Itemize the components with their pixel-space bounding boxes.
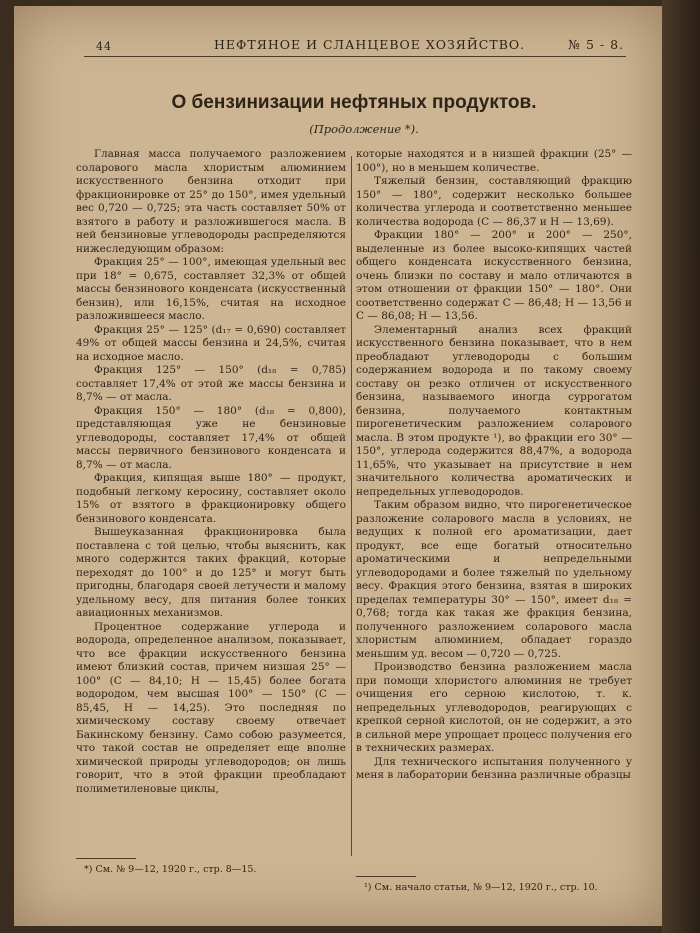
paragraph: Фракция 125° — 150° (d₁₈ = 0,785) составляет 17,4% от этой же массы бензина и 8,7% — от масла. (76, 364, 346, 403)
paragraph: которые находятся и в низшей фракции (25° — 100°), но в меньшем количестве. (356, 148, 632, 174)
paragraph: Фракция 25° — 125° (d₁₇ = 0,690) составляет 49% от общей массы бензина и 24,5%, считая на исходное масло. (76, 323, 346, 363)
paragraph: Фракция 25° — 100°, имеющая удельный вес при 18° = 0,675, составляет 32,3% от общей массы бензинового конденсата (искусственный бензин), или 16,15%, считая на исходное разложившееся масло. (76, 256, 346, 322)
paragraph: Тяжелый бензин, составляющий фракцию 150° — 180°, содержит несколько большее количества углерода и соответственно меньшее количества водорода (C — 86,37 и H — 13,69). (356, 175, 632, 228)
article-subtitle: (Продолжение *). (309, 122, 419, 136)
paragraph: Главная масса получаемого разложением соларового масла хлористым алюминием искусственного бензина отходит при фракционировке от 25° до 150°, имея удельный вес 0,720 — 0,725; эта часть составляет 50% от взятого в работу и разложившегося масла. В ней бензиновые углеводороды распределяются нижеследующим образом: (76, 148, 346, 255)
paragraph: Фракции 180° — 200° и 200° — 250°, выделенные из более высоко-кипящих частей общего конденсата искусственного бензина, очень близки по составу и мало отличаются в этом отношении от фракции 150° — 180°. Они соответственно содержат C — 86,48; H — 13,56 и C — 86,08; H — 13,56. (356, 229, 632, 322)
book-edge (662, 0, 700, 933)
paragraph: Элементарный анализ всех фракций искусственного бензина показывает, что в нем преобладают углеводороды с большим содержанием водорода и по такому своему составу он резко отличен от искусственного бензина, называемого иногда суррогатом бензина, получаемого контактным пирогенетическим разложением соларового масла. В этом продукте ¹), во фракции его 30° — 150°, углерода содержится 88,47%, а водорода 11,65%, что указывает на присутствие в нем значительного количества ароматических и непредельных углеводородов. (356, 323, 632, 498)
issue-number: № 5 - 8. (568, 37, 624, 52)
paragraph: Фракция, кипящая выше 180° — продукт, подобный легкому керосину, составляет около 15% от взятого в фракционировку общего бензинового конденсата. (76, 472, 346, 525)
article-title: О бензинизации нефтяных продуктов. (171, 92, 537, 113)
paragraph: Таким образом видно, что пирогенетическое разложение соларового масла в условиях, не ведущих к полной его ароматизации, дает продукт, все еще богатый относительно ароматическими и непредельными углеводородами и более тяжелый по удельному весу. Фракция этого бензина, взятая в широких пределах температуры 30° — 150°, имеет d₁₈ = 0,768; тогда как такая же фракция бензина, полученного разложением соларового масла хлористым алюминием, обладает гораздо меньшим уд. весом — 0,720 — 0,725. (356, 499, 632, 660)
footnote-left: *) См. № 9—12, 1920 г., стр. 8—15. (84, 864, 257, 875)
journal-page (14, 6, 662, 926)
left-column (76, 148, 346, 796)
journal-title: НЕФТЯНОЕ И СЛАНЦЕВОЕ ХОЗЯЙСТВО. (214, 37, 526, 52)
paragraph: Для технического испытания полученного у меня в лаборатории бензина различные образцы (356, 755, 632, 781)
footnote-right: ¹) См. начало статьи, № 9—12, 1920 г., стр. 10. (364, 882, 598, 893)
paragraph: Вышеуказанная фракционировка была поставлена с той целью, чтобы выяснить, как много содержится таких фракций, которые переходят до 100° и до 125° и могут быть пригодны, благодаря своей летучести и малому удельному весу, для питания более тонких авиационных механизмов. (76, 526, 346, 619)
running-header (84, 34, 626, 57)
footnote-rule-left (76, 858, 136, 859)
right-column (356, 148, 632, 783)
column-divider (351, 156, 352, 856)
page-number: 44 (96, 40, 112, 53)
paragraph: Производство бензина разложением масла при помощи хлористого алюминия не требует очищения его серною кислотою, т. к. непредельных углеводородов, реагирующих с крепкой серной кислотой, он не содержит, а это в сильной мере упрощает процесс получения его в технических размерах. (356, 661, 632, 754)
footnote-rule-right (356, 876, 416, 877)
paragraph: Фракция 150° — 180° (d₁₈ = 0,800), представляющая уже не бензиновые углеводороды, составляет 17,4% от общей массы первичного бензинового конденсата и 8,7% — от масла. (76, 404, 346, 471)
paragraph: Процентное содержание углерода и водорода, определенное анализом, показывает, что все фракции искусственного бензина имеют близкий состав, причем низшая 25° — 100° (C — 84,10; H — 15,45) более богата водородом, чем высшая 100° — 150° (C — 85,45, H — 14,25). Это последняя по химическому составу своему отвечает Бакинскому бензину. Само собою разумеется, что такой состав не определяет еще вполне химической природы углеводородов; он лишь говорит, что в этой фракции преобладают полиметиленовые циклы, (76, 620, 346, 795)
